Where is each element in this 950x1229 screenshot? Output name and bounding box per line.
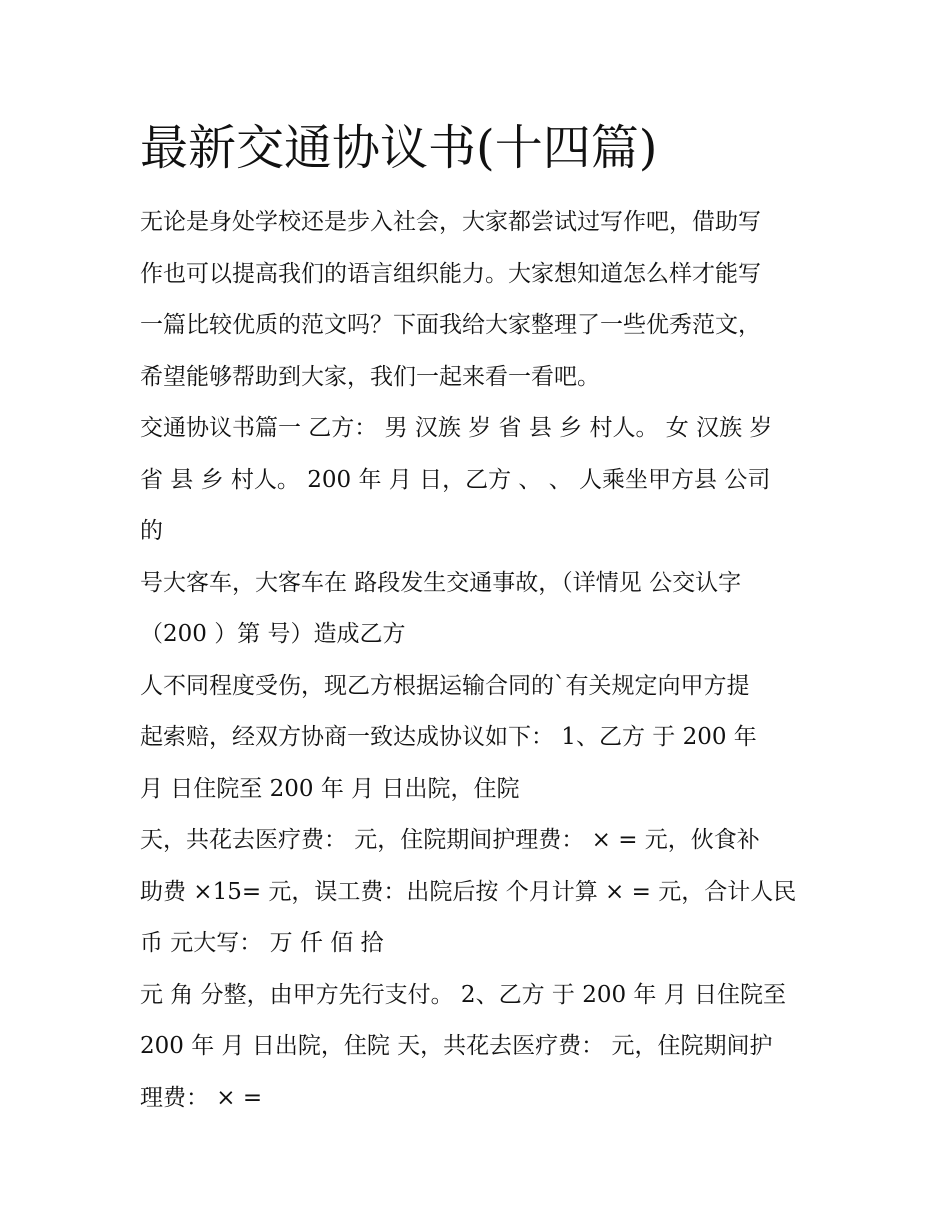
body-line: 的 [140, 518, 163, 544]
body-line: 交通协议书篇一 乙方： 男 汉族 岁 省 县 乡 村人。 女 汉族 岁 [140, 415, 773, 441]
body-line: 元 角 分整，由甲方先行支付。 2、乙方 于 200 年 月 日住院至 [140, 981, 787, 1008]
body-line: 助费 ×15= 元，误工费：出院后按 个月计算 × = 元，合计人民 [140, 878, 797, 905]
document-title: 最新交通协议书(十四篇) [140, 120, 658, 176]
body-line: 币 元大写： 万 仟 佰 拾 [140, 930, 384, 956]
body-line: （200 ）第 号）造成乙方 [140, 621, 406, 647]
body-line: 号大客车，大客车在 路段发生交通事故，（详情见 公交认字 [140, 569, 742, 596]
body-line: 作也可以提高我们的语言组织能力。大家想知道怎么样才能写 [140, 260, 761, 287]
body-line: 月 日住院至 200 年 月 日出院，住院 [140, 775, 520, 802]
body-line: 人不同程度受伤，现乙方根据运输合同的`有关规定向甲方提 [140, 672, 750, 699]
body-line: 200 年 月 日出院，住院 天，共花去医疗费： 元，住院期间护 [140, 1033, 773, 1059]
body-line: 希望能够帮助到大家，我们一起来看一看吧。 [140, 363, 600, 390]
body-line: 理费： × = [140, 1084, 263, 1111]
body-line: 一篇比较优质的范文吗？下面我给大家整理了一些优秀范文， [140, 312, 761, 338]
document-body [140, 197, 830, 1124]
body-line: 无论是身处学校还是步入社会，大家都尝试过写作吧，借助写 [140, 209, 761, 235]
body-line: 天，共花去医疗费： 元，住院期间护理费： × = 元，伙食补 [140, 827, 760, 853]
body-line: 省 县 乡 村人。 200 年 月 日，乙方 、 、 人乘坐甲方县 公司 [140, 466, 771, 493]
body-line: 起索赔，经双方协商一致达成协议如下： 1、乙方 于 200 年 [140, 724, 757, 750]
